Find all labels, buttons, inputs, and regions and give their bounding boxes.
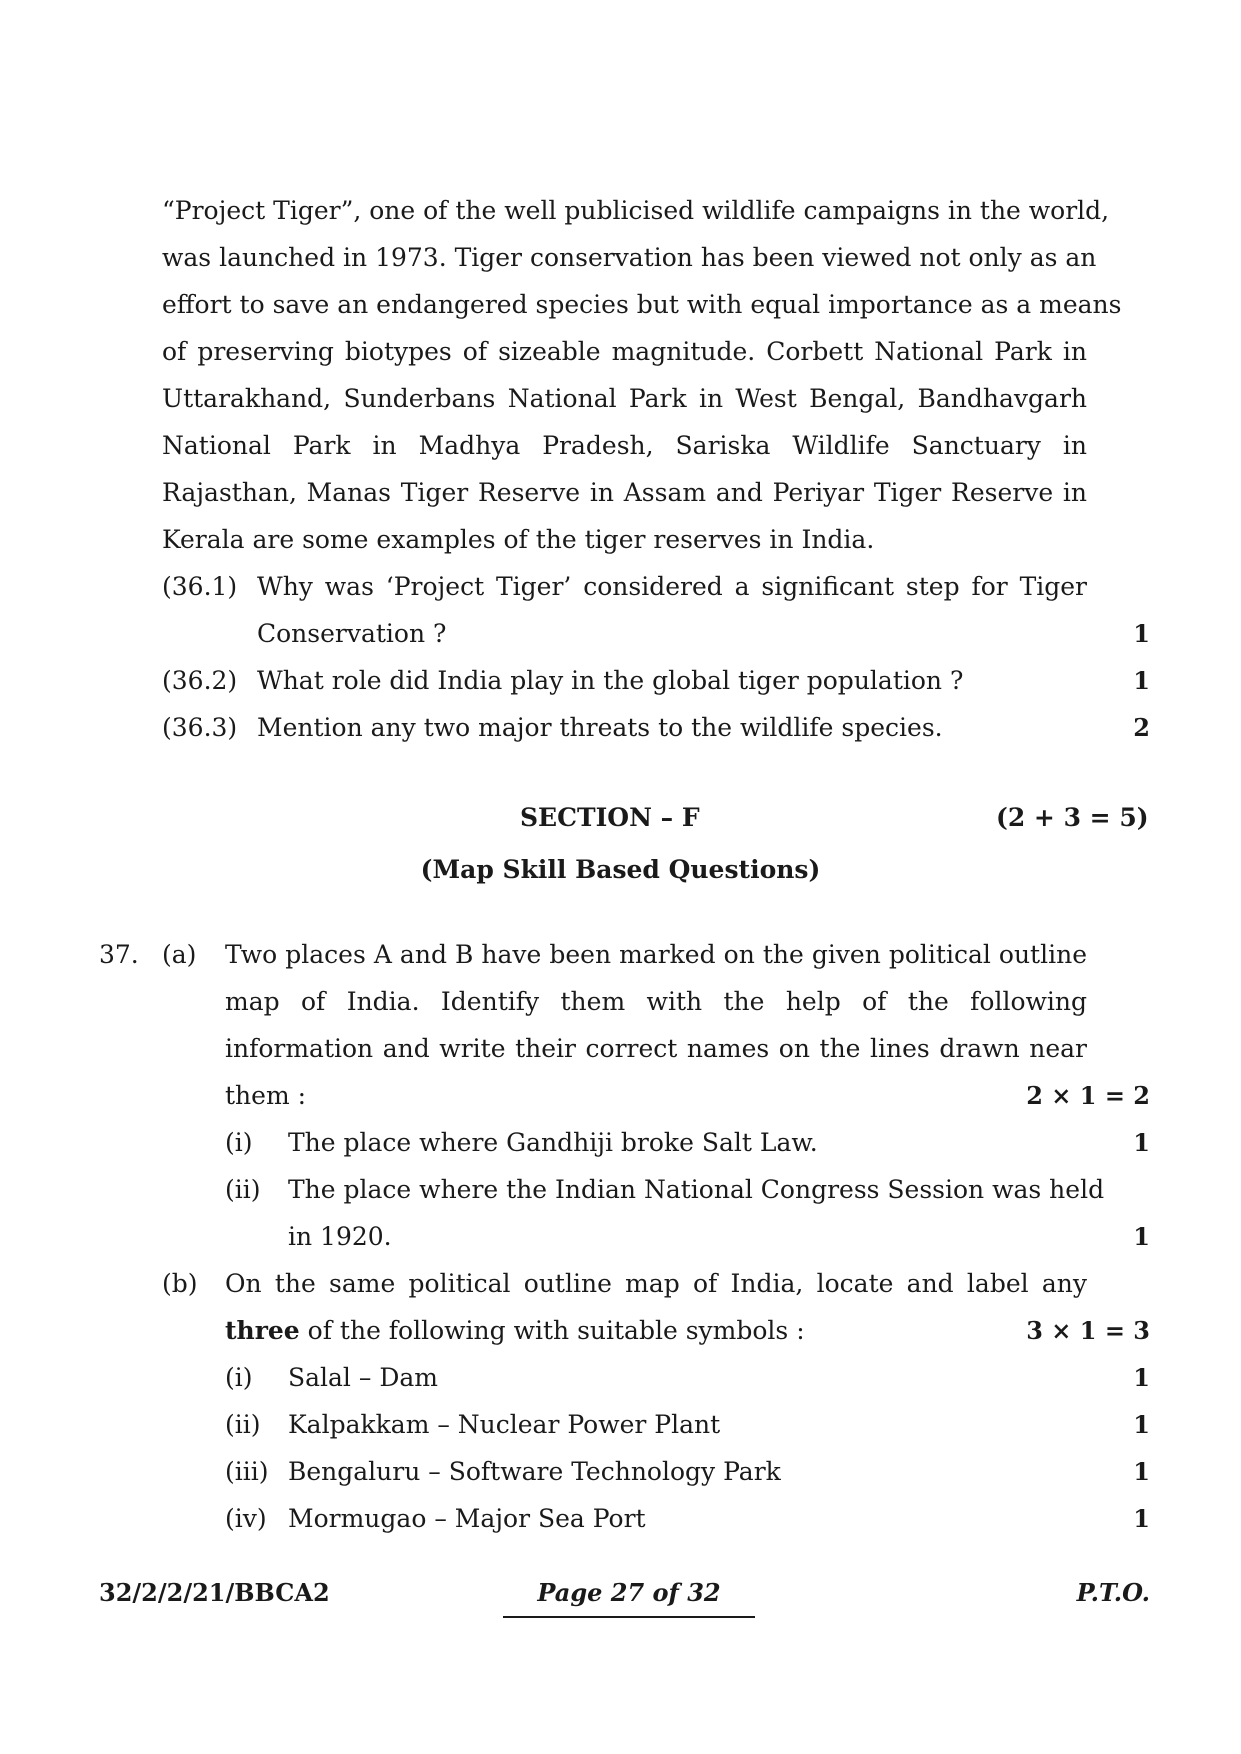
sub-question-number: (ii) <box>225 1410 261 1439</box>
page-number: Page 27 of 32 <box>537 1578 721 1607</box>
question-text: information and write their correct names on the lines drawn near <box>225 1034 1087 1063</box>
question-number: 37. <box>99 940 139 969</box>
sub-question-number: (ii) <box>225 1175 261 1204</box>
sub-question-number: (iii) <box>225 1457 269 1486</box>
question-text: What role did India play in the global tiger population ? <box>257 666 964 695</box>
question-text <box>225 1316 805 1346</box>
part-label: (b) <box>162 1269 198 1298</box>
marks: 1 <box>1133 1128 1150 1157</box>
passage-line: was launched in 1973. Tiger conservation has been viewed not only as an <box>162 243 1097 272</box>
marks: 3 × 1 = 3 <box>1026 1316 1150 1345</box>
sub-question-number: (i) <box>225 1128 253 1157</box>
question-text: On the same political outline map of India, locate and label any <box>225 1269 1087 1298</box>
passage-line: of preserving biotypes of sizeable magnitude. Corbett National Park in <box>162 337 1087 366</box>
question-text: Conservation ? <box>257 619 447 648</box>
question-text: Two places A and B have been marked on the given political outline <box>225 940 1087 969</box>
sub-question-text: in 1920. <box>288 1222 392 1251</box>
marks: 1 <box>1133 1363 1150 1392</box>
marks: 1 <box>1133 1222 1150 1251</box>
passage-line: National Park in Madhya Pradesh, Sariska Wildlife Sanctuary in <box>162 431 1087 460</box>
sub-question-text: The place where Gandhiji broke Salt Law. <box>288 1128 818 1157</box>
question-number: (36.3) <box>162 713 238 742</box>
sub-question-text: Bengaluru – Software Technology Park <box>288 1457 781 1486</box>
question-text: map of India. Identify them with the help of the following <box>225 987 1087 1016</box>
emphasis: three <box>225 1316 300 1345</box>
passage-line: Kerala are some examples of the tiger reserves in India. <box>162 525 875 554</box>
question-text-rest: of the following with suitable symbols : <box>299 1316 805 1345</box>
sub-question-number: (i) <box>225 1363 253 1392</box>
marks: 1 <box>1133 666 1150 695</box>
sub-question-text: Mormugao – Major Sea Port <box>288 1504 646 1533</box>
passage-line: “Project Tiger”, one of the well publicised wildlife campaigns in the world, <box>162 196 1110 225</box>
passage-line: Rajasthan, Manas Tiger Reserve in Assam and Periyar Tiger Reserve in <box>162 478 1087 507</box>
section-subtitle: (Map Skill Based Questions) <box>420 855 821 884</box>
question-text: Why was ‘Project Tiger’ considered a significant step for Tiger <box>257 572 1087 601</box>
page-number-underline <box>503 1616 755 1618</box>
paper-code: 32/2/2/21/BBCA2 <box>99 1578 330 1607</box>
marks: 1 <box>1133 1457 1150 1486</box>
sub-question-text: The place where the Indian National Congress Session was held <box>288 1175 1105 1204</box>
question-number: (36.2) <box>162 666 238 695</box>
question-text: them : <box>225 1081 307 1110</box>
section-title: SECTION – F <box>520 803 700 832</box>
marks: 1 <box>1133 619 1150 648</box>
question-number: (36.1) <box>162 572 238 601</box>
passage-line: effort to save an endangered species but with equal importance as a means <box>162 290 1122 319</box>
marks: 1 <box>1133 1504 1150 1533</box>
marks: 2 <box>1133 713 1150 742</box>
section-marks: (2 + 3 = 5) <box>996 803 1149 832</box>
sub-question-text: Salal – Dam <box>288 1363 438 1392</box>
part-label: (a) <box>162 940 197 969</box>
passage-line: Uttarakhand, Sunderbans National Park in West Bengal, Bandhavgarh <box>162 384 1087 413</box>
question-text: Mention any two major threats to the wildlife species. <box>257 713 943 742</box>
pto-label: P.T.O. <box>1076 1578 1150 1607</box>
marks: 2 × 1 = 2 <box>1026 1081 1150 1110</box>
marks: 1 <box>1133 1410 1150 1439</box>
sub-question-number: (iv) <box>225 1504 267 1533</box>
sub-question-text: Kalpakkam – Nuclear Power Plant <box>288 1410 721 1439</box>
